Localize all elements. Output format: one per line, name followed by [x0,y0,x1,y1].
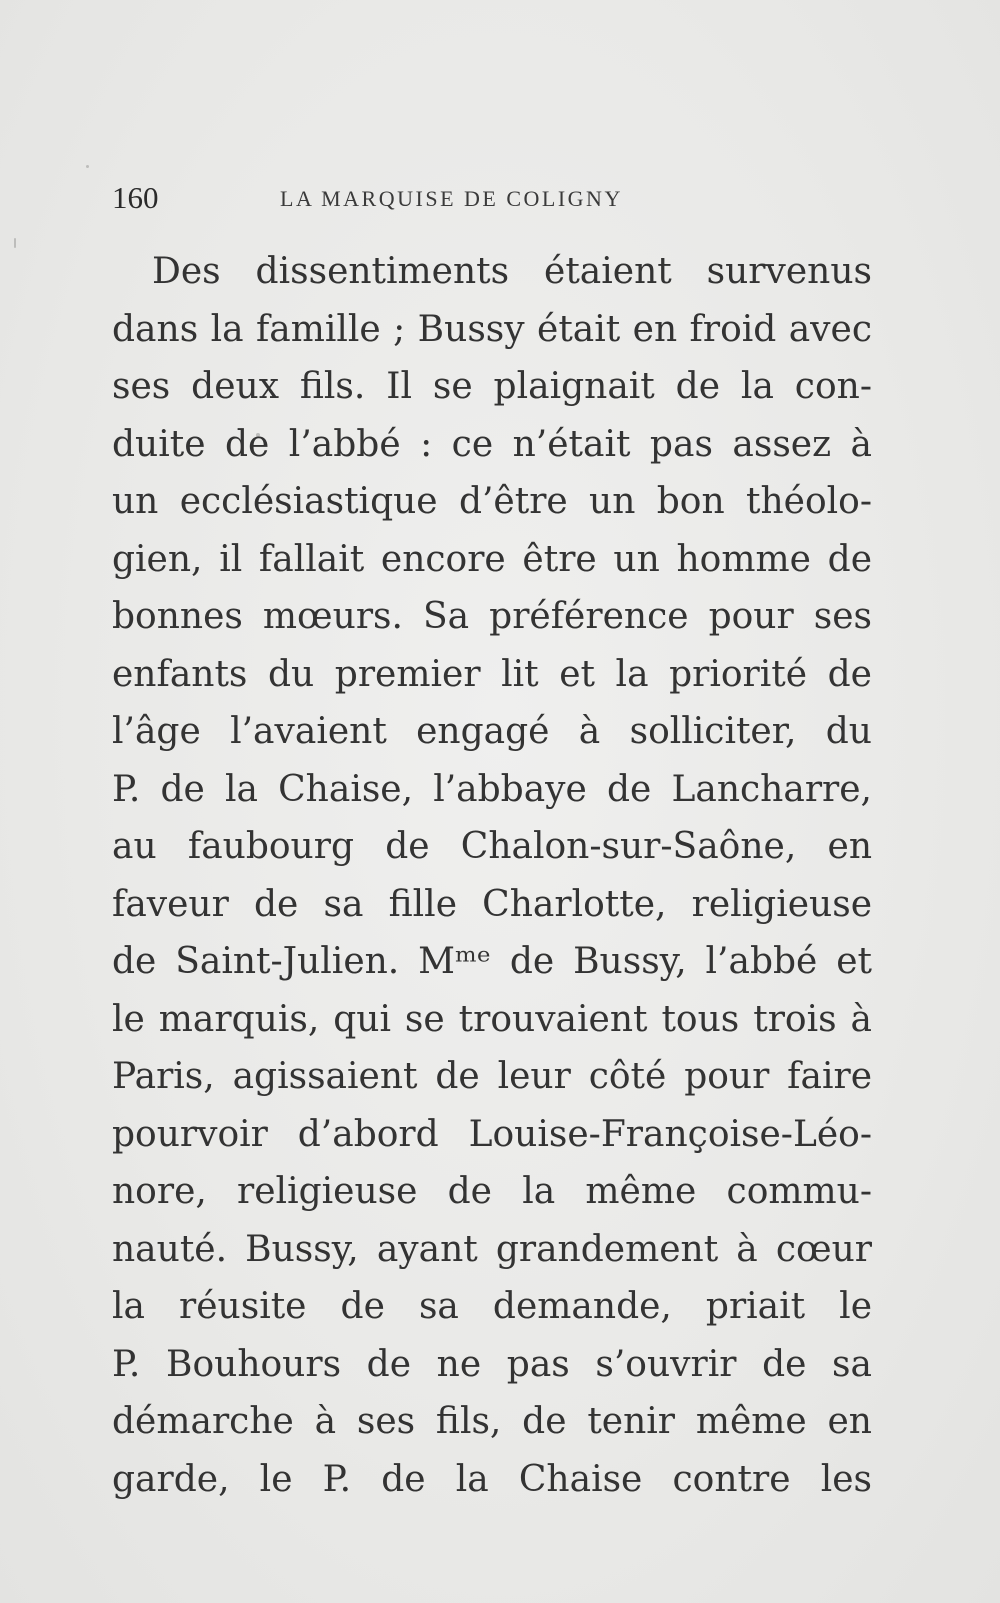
running-head [112,180,872,220]
paper-speck [86,165,89,168]
text-line: la réusite de sa demande, priait le [112,1286,872,1327]
body-text [112,243,872,1508]
page-number: 160 [112,180,159,215]
text-line: dans la famille ; Bussy était en froid avec [112,308,872,350]
text-line: Paris, agissaient de leur côté pour faire [112,1056,872,1097]
text-line: bonnes mœurs. Sa préférence pour ses [112,596,872,637]
text-line: nore, religieuse de la même commu- [112,1171,872,1212]
text-line: un ecclésiastique d’être un bon théolo- [112,481,872,522]
text-line: au faubourg de Chalon-sur-Saône, en [112,826,872,867]
text-line: Des dissentiments étaient survenus [152,251,872,292]
text-line: le marquis, qui se trouvaient tous trois à [112,998,872,1040]
text-line: P. Bouhours de ne pas s’ouvrir de sa [112,1343,872,1385]
text-line: garde, le P. de la Chaise contre les [112,1458,872,1500]
text-line: nauté. Bussy, ayant grandement à cœur [112,1228,872,1270]
text-line: duite de l’abbé : ce n’était pas assez à [112,423,872,465]
running-title: LA MARQUISE DE COLIGNY [280,186,623,211]
paper-speck [14,238,16,248]
text-line: P. de la Chaise, l’abbaye de Lancharre, [112,768,872,810]
text-line: de Saint-Julien. Mᵐᵉ de Bussy, l’abbé et [112,941,872,982]
text-line: ses deux fils. Il se plaignait de la con- [112,366,872,407]
text-line: enfants du premier lit et la priorité de [112,653,872,695]
text-line: gien, il fallait encore être un homme de [112,538,872,580]
text-line: pourvoir d’abord Louise-Françoise-Léo- [112,1113,872,1155]
text-line: l’âge l’avaient engagé à solliciter, du [112,711,872,752]
text-line: démarche à ses fils, de tenir même en [112,1401,872,1442]
text-line: faveur de sa fille Charlotte, religieuse [112,883,872,925]
